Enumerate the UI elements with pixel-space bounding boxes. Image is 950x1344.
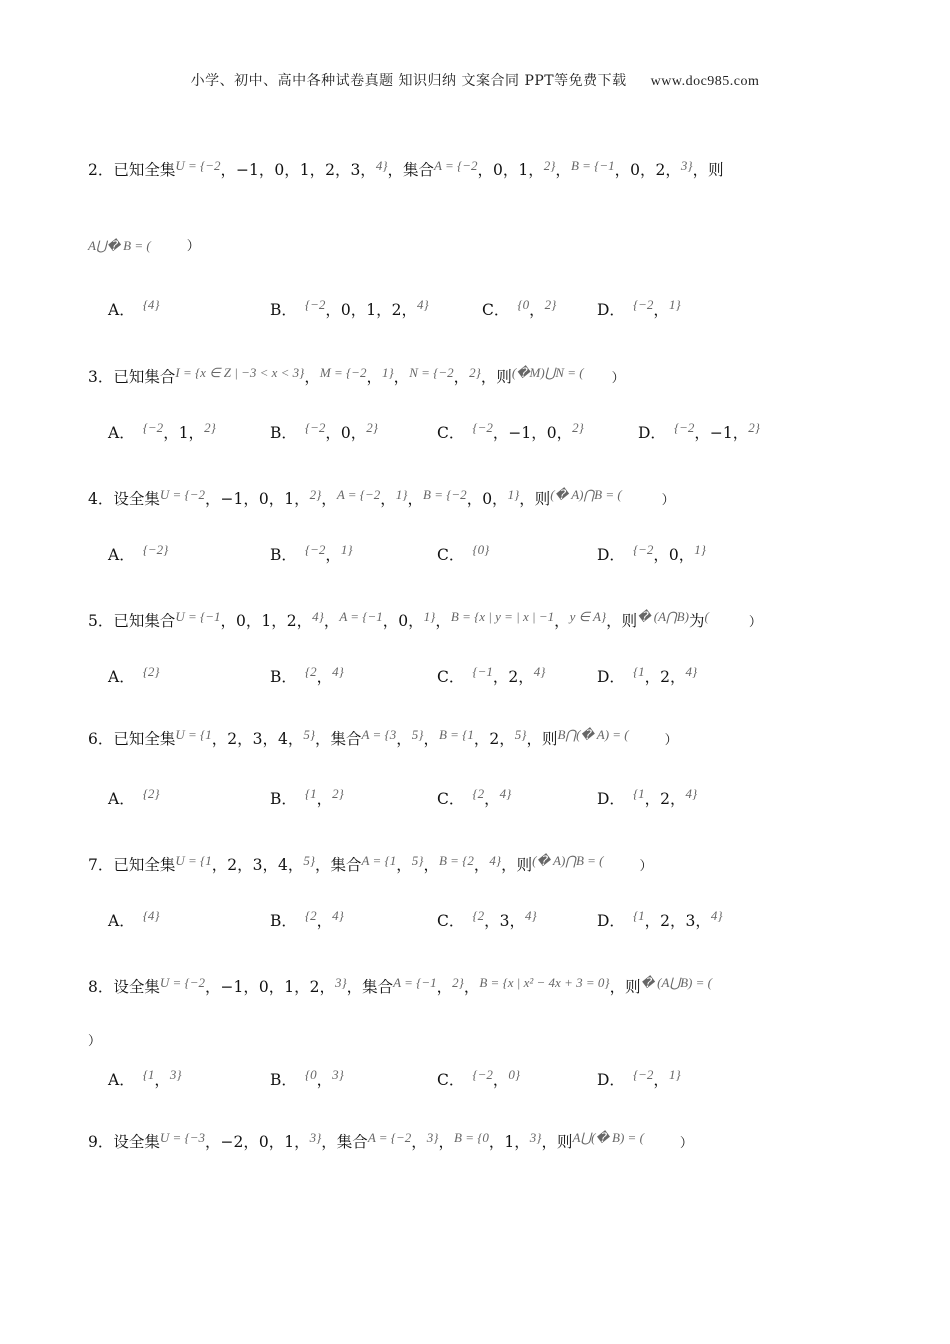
q4-option-d[interactable] [597, 543, 706, 565]
question-text: ，则 [692, 161, 724, 179]
question-text: ，0，1，2， [325, 301, 417, 319]
question-2-stem-cont [88, 235, 200, 254]
math-expression: {−2 [304, 420, 326, 435]
option-label: A． [108, 912, 135, 930]
question-text: ） [664, 733, 678, 748]
math-expression: 5} [303, 853, 316, 868]
question-text: ， [435, 612, 451, 630]
math-expression: A = {−2 [434, 158, 478, 173]
math-expression: 4} [710, 908, 723, 923]
math-expression: {2} [142, 664, 160, 679]
math-expression: 5} [411, 853, 424, 868]
option-label: B． [270, 1071, 297, 1089]
question-text: 4．设全集 [88, 490, 160, 508]
question-text: ， [411, 1133, 427, 1151]
math-expression: 4} [416, 297, 429, 312]
header-site-url: www.doc985.com [650, 74, 760, 89]
math-expression: 4} [533, 664, 546, 679]
question-text: ，−1，0， [492, 424, 573, 442]
question-8-stem [88, 975, 712, 997]
option-label: B． [270, 424, 297, 442]
option-label: C． [437, 424, 465, 442]
math-expression: 4} [524, 908, 537, 923]
question-text: ， [316, 912, 333, 930]
question-text: ，集合 [315, 730, 362, 748]
question-text: ， [438, 1133, 454, 1151]
question-3-stem [88, 365, 625, 387]
option-label: B． [270, 790, 297, 808]
question-text: ，则 [480, 368, 512, 386]
math-expression: 1} [423, 609, 436, 624]
question-text: 7．已知全集 [88, 856, 176, 874]
question-text: ， [316, 668, 333, 686]
question-text: ， [554, 612, 570, 630]
math-expression: 1} [507, 487, 520, 502]
math-expression: {−2} [142, 542, 169, 557]
question-text: ，2， [473, 730, 515, 748]
question-text: ，−1，0，1，2，3， [220, 161, 376, 179]
math-expression: {2 [304, 908, 317, 923]
question-text: 8．设全集 [88, 978, 160, 996]
math-expression: 2} [204, 420, 216, 435]
question-text: ，2，3， [644, 912, 711, 930]
math-expression: {1 [304, 786, 317, 801]
question-text: ， [321, 490, 337, 508]
math-expression: {−2 [632, 542, 654, 557]
question-text: 6．已知全集 [88, 730, 176, 748]
math-expression: 5} [411, 727, 424, 742]
question-text: ， [323, 612, 340, 630]
question-text: ， [423, 730, 439, 748]
option-label: C． [437, 1071, 465, 1089]
question-text: ，0，1，2， [220, 612, 313, 630]
question-text: ，0， [382, 612, 424, 630]
question-text: ，−1，0，1，2， [205, 978, 335, 996]
math-expression: 2} [366, 420, 378, 435]
math-expression: 5} [514, 727, 527, 742]
math-expression: A⋃� B = ( [88, 238, 151, 253]
math-expression: A = {−2 [336, 487, 381, 502]
math-expression: 4} [332, 908, 344, 923]
math-expression: A = {3 [361, 727, 397, 742]
question-text: ，2，3，4， [211, 730, 304, 748]
math-expression: {1 [632, 908, 645, 923]
q5-option-d[interactable] [597, 665, 697, 687]
math-expression: {2 [472, 908, 485, 923]
q8-option-d[interactable] [597, 1068, 681, 1090]
math-expression: 1} [668, 297, 681, 312]
math-expression: 3} [309, 1130, 322, 1145]
math-expression: {−2 [142, 420, 164, 435]
question-text: ，2，3，4， [211, 856, 304, 874]
math-expression: {4} [142, 908, 160, 923]
question-text: ， [304, 368, 320, 386]
option-label: D． [638, 424, 666, 442]
question-text: ， [463, 978, 480, 996]
option-label: C． [437, 546, 465, 564]
math-expression: � (A⋃B) = ( [640, 975, 712, 990]
question-text: ，0， [325, 424, 367, 442]
option-label: B． [270, 668, 297, 686]
math-expression: {0 [517, 297, 530, 312]
math-expression: 3} [334, 975, 347, 990]
math-expression: B = {−1 [570, 158, 615, 173]
q7-option-c[interactable] [437, 909, 537, 931]
question-6-stem [88, 727, 678, 749]
math-expression: {0} [472, 542, 490, 557]
math-expression: 2} [544, 297, 557, 312]
math-expression: 2} [469, 365, 481, 380]
question-text: ） [88, 1034, 102, 1049]
question-text: ） [186, 239, 200, 254]
question-4-stem [88, 487, 675, 509]
question-text: ， [366, 368, 382, 386]
question-text: ，则 [519, 490, 551, 508]
question-text: ，2， [492, 668, 534, 686]
option-label: C． [437, 668, 465, 686]
option-label: C． [437, 912, 465, 930]
question-text: ， [436, 978, 453, 996]
q7-option-d[interactable] [597, 909, 723, 931]
math-expression: 2} [572, 420, 584, 435]
math-expression: 3} [680, 158, 693, 173]
question-text: ， [653, 1071, 669, 1089]
math-expression: 2} [309, 487, 322, 502]
question-text: ， [396, 730, 412, 748]
question-text: ，2， [644, 790, 686, 808]
q2-option-d[interactable] [597, 298, 681, 320]
question-text: ，−1，0，1， [205, 490, 310, 508]
math-expression: {2 [472, 786, 485, 801]
q7-option-b[interactable] [270, 909, 344, 931]
math-expression: 4} [332, 664, 344, 679]
question-text: ， [154, 1071, 170, 1089]
math-expression: 1} [340, 542, 353, 557]
option-label: D． [597, 912, 625, 930]
math-expression: I = {x ∈ Z | −3 < x < 3} [175, 365, 305, 380]
question-text: ，则 [609, 978, 641, 996]
question-text: ， [492, 1071, 509, 1089]
option-label: A． [108, 301, 135, 319]
question-text: ，0， [653, 546, 695, 564]
math-expression: A⋃(� B) = ( [572, 1130, 644, 1145]
q5-option-a[interactable] [108, 665, 160, 687]
q2-option-a[interactable] [108, 298, 160, 320]
math-expression: {0 [304, 1067, 317, 1082]
math-expression: B = {0 [454, 1130, 489, 1145]
math-expression: 3} [426, 1130, 439, 1145]
math-expression: y ∈ A} [569, 609, 607, 624]
math-expression: {−2 [673, 420, 695, 435]
option-label: A． [108, 546, 135, 564]
math-expression: 4} [312, 609, 324, 624]
math-expression: ( [704, 609, 709, 624]
q3-option-c[interactable] [437, 421, 584, 443]
question-text: 为 [688, 612, 705, 630]
math-expression: {2} [142, 786, 160, 801]
question-text: ，−1， [694, 424, 749, 442]
option-label: A． [108, 424, 135, 442]
math-expression: {1 [142, 1067, 155, 1082]
question-text: ，集合 [315, 856, 362, 874]
page-header [0, 70, 950, 90]
question-text: ，1， [163, 424, 205, 442]
q7-option-a[interactable] [108, 909, 160, 931]
math-expression: B = {1 [438, 727, 474, 742]
q5-option-c[interactable] [437, 665, 545, 687]
math-expression: {1 [632, 786, 645, 801]
question-text: ，则 [541, 1133, 573, 1151]
math-expression: 3} [332, 1067, 344, 1082]
option-label: A． [108, 1071, 135, 1089]
math-expression: {−2 [304, 542, 326, 557]
math-expression: 2} [452, 975, 464, 990]
question-text: ， [316, 1071, 333, 1089]
question-text: ，2， [644, 668, 686, 686]
question-2-stem [88, 158, 724, 180]
q3-option-d[interactable] [638, 421, 760, 443]
option-label: D． [597, 790, 625, 808]
q8-option-b[interactable] [270, 1068, 344, 1090]
math-expression: {1 [632, 664, 645, 679]
q6-option-a[interactable] [108, 787, 160, 809]
math-expression: U = {−1 [175, 609, 221, 624]
math-expression: N = {−2 [409, 365, 454, 380]
option-label: D． [597, 546, 625, 564]
question-text: ，集合 [346, 978, 394, 996]
question-text: ，0， [466, 490, 508, 508]
question-text: ，1， [488, 1133, 530, 1151]
math-expression: A = {−1 [339, 609, 383, 624]
question-7-stem [88, 853, 653, 875]
math-expression: 2} [543, 158, 556, 173]
q4-option-b[interactable] [270, 543, 353, 565]
question-text: ， [407, 490, 423, 508]
question-text: ， [396, 856, 412, 874]
q2-option-c[interactable] [482, 298, 556, 320]
math-expression: {−2 [472, 1067, 493, 1082]
math-expression: (� A)⋂B = ( [550, 487, 622, 502]
question-text: 5．已知集合 [88, 612, 176, 630]
question-text: ，0，2， [614, 161, 681, 179]
math-expression: 1} [381, 365, 394, 380]
question-text: ， [453, 368, 470, 386]
question-text: ， [380, 490, 396, 508]
math-expression: 3} [169, 1067, 182, 1082]
question-text: ，3， [484, 912, 525, 930]
question-text: ， [393, 368, 410, 386]
question-text: ，0，1， [477, 161, 544, 179]
math-expression: B = {2 [438, 853, 474, 868]
q8-option-c[interactable] [437, 1068, 520, 1090]
q5-option-b[interactable] [270, 665, 344, 687]
question-text: ， [316, 790, 333, 808]
option-label: A． [108, 668, 135, 686]
math-expression: 5} [303, 727, 316, 742]
math-expression: M = {−2 [319, 365, 367, 380]
math-expression: 1} [694, 542, 706, 557]
math-expression: A = {−1 [393, 975, 437, 990]
math-expression: B = {x | y = | x | −1 [450, 609, 555, 624]
math-expression: 1} [668, 1067, 681, 1082]
math-expression: (� A)⋂B = ( [532, 853, 604, 868]
question-9-stem [88, 1130, 693, 1152]
question-text: ，则 [501, 856, 533, 874]
math-expression: 4} [489, 853, 502, 868]
question-text: 2．已知全集 [88, 161, 176, 179]
math-expression: {−2 [472, 420, 493, 435]
math-expression: {2 [304, 664, 317, 679]
question-text: ，集合 [387, 161, 435, 179]
math-expression: B⋂(� A) = ( [557, 727, 629, 742]
question-text: ， [423, 856, 439, 874]
option-label: C． [482, 301, 510, 319]
q6-option-b[interactable] [270, 787, 344, 809]
option-label: B． [270, 546, 297, 564]
math-expression: U = {−2 [175, 158, 221, 173]
question-text: ， [484, 790, 500, 808]
q6-option-d[interactable] [597, 787, 697, 809]
question-text: ，集合 [321, 1133, 368, 1151]
option-label: D． [597, 668, 625, 686]
math-expression: A = {−2 [367, 1130, 412, 1145]
question-text: ） [611, 371, 625, 386]
math-expression: {−1 [472, 664, 493, 679]
option-label: A． [108, 790, 135, 808]
q3-option-a[interactable] [108, 421, 216, 443]
math-expression: 0} [508, 1067, 521, 1082]
q6-option-c[interactable] [437, 787, 511, 809]
question-text: ， [653, 301, 669, 319]
math-expression: U = {1 [175, 727, 212, 742]
math-expression: A = {1 [361, 853, 397, 868]
q4-option-c[interactable] [437, 543, 489, 565]
question-8-stem-cont [88, 1030, 101, 1049]
math-expression: 4} [685, 786, 698, 801]
math-expression: B = {x | x² − 4x + 3 = 0} [479, 975, 610, 990]
question-text: ） [639, 859, 653, 874]
option-label: B． [270, 912, 297, 930]
question-text: ，则 [606, 612, 638, 630]
math-expression: {−2 [632, 1067, 654, 1082]
question-text: ， [325, 546, 341, 564]
question-text: ） [661, 493, 675, 508]
question-5-stem [88, 609, 762, 631]
question-text: ， [555, 161, 571, 179]
question-text: ，则 [526, 730, 558, 748]
question-text: ） [748, 615, 762, 630]
option-label: C． [437, 790, 465, 808]
header-text: 小学、初中、高中各种试卷真题 知识归纳 文案合同 PPT等免费下载 [190, 73, 627, 89]
question-text: 9．设全集 [88, 1133, 160, 1151]
q3-option-b[interactable] [270, 421, 378, 443]
question-text: ，−2，0，1， [205, 1133, 310, 1151]
question-text: 3．已知集合 [88, 368, 176, 386]
math-expression: (�M)⋃N = ( [511, 365, 584, 380]
math-expression: U = {−2 [159, 975, 206, 990]
math-expression: B = {−2 [423, 487, 467, 502]
option-label: D． [597, 1071, 625, 1089]
question-text: ， [529, 301, 545, 319]
math-expression: 2} [332, 786, 344, 801]
q4-option-a[interactable] [108, 543, 168, 565]
math-expression: U = {−2 [159, 487, 206, 502]
math-expression: 2} [748, 420, 760, 435]
math-expression: 1} [395, 487, 408, 502]
question-text: ， [473, 856, 490, 874]
math-expression: {4} [142, 297, 160, 312]
math-expression: 3} [529, 1130, 542, 1145]
math-expression: 4} [499, 786, 512, 801]
math-expression: {−2 [304, 297, 326, 312]
math-expression: {−2 [632, 297, 654, 312]
math-expression: 4} [685, 664, 698, 679]
math-expression: U = {1 [175, 853, 212, 868]
question-text: ） [679, 1136, 693, 1151]
math-expression: � (A⋂B) [637, 609, 689, 624]
q8-option-a[interactable] [108, 1068, 182, 1090]
q2-option-b[interactable] [270, 298, 429, 320]
option-label: B． [270, 301, 297, 319]
math-expression: 4} [375, 158, 388, 173]
option-label: D． [597, 301, 625, 319]
math-expression: U = {−3 [159, 1130, 206, 1145]
